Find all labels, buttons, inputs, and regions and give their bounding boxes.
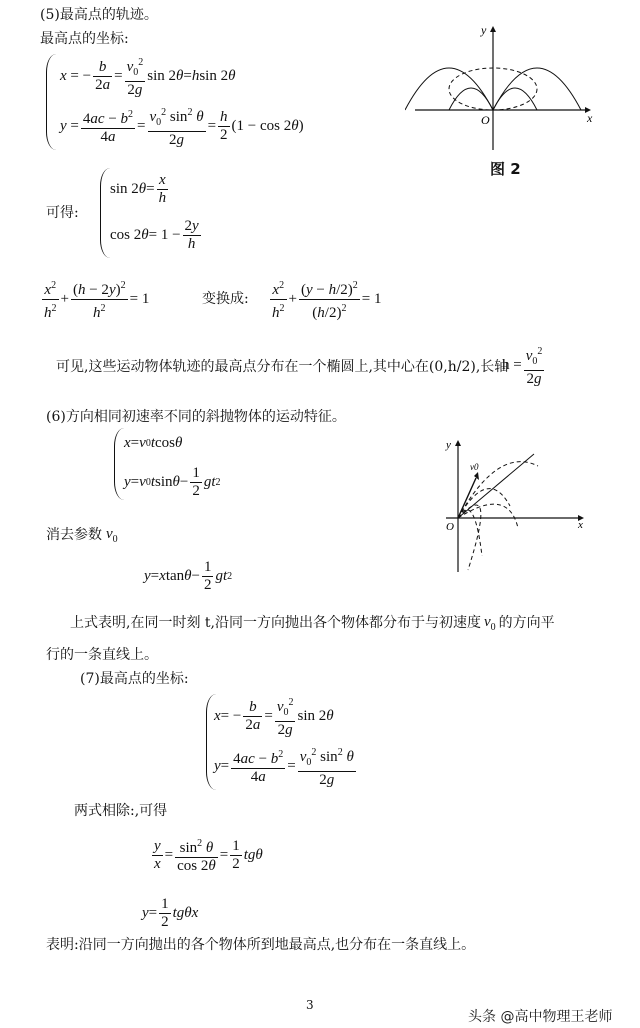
equation-x-time: x = v 0 t cos θ (124, 434, 183, 451)
fig3-x-label: x (578, 519, 583, 531)
divide-label: 两式相除:,可得 (74, 803, 168, 819)
equation-sin2theta: sin 2 θ = $\frac{x}{h}$ (110, 171, 167, 206)
h-def-lhs: h = (502, 356, 522, 373)
equation-y-peak: y = $\frac{4ac - b^2}{4a}$ = $\frac{v_0^2 \sin^2 \theta}{2g}$ = $\frac{h}{2}$ (1 − cos 2 θ ) (60, 104, 304, 148)
fig2-x-label: x (587, 111, 593, 125)
para-line1-end: 的方向平 (498, 615, 555, 631)
eliminate-v0: $v_0$ (106, 525, 118, 545)
equation-ellipse-1: $\frac{x^2}{h^2}$ + $\frac{(h - 2y)^2}{h^2}$ = 1 (40, 278, 149, 320)
figure-2-trajectories (405, 22, 595, 162)
section-7-heading: (7)最高点的坐标: (80, 671, 189, 687)
fig3-y-arrow-icon (455, 440, 461, 446)
section-6-paragraph-line1 (70, 612, 555, 634)
section-7-conclusion: 表明:沿同一方向抛出的各个物体所到地最高点,也分布在一条直线上。 (46, 937, 476, 953)
fig2-origin-label: O (481, 113, 490, 127)
fig2-curve-left-small (449, 88, 493, 110)
fig3-v0-label: v0 (470, 462, 479, 472)
section-5-conclusion: 可见,这些运动物体轨迹的最高点分布在一个椭圆上,其中心在(0,h/2),长轴 (56, 359, 509, 375)
fig3-origin-label: O (446, 521, 454, 533)
equation-ratio: $\frac{y}{x}$ = $\frac{\sin^2 \theta}{\cos 2\theta}$ = $\frac{1}{2}$ tgθ (150, 832, 263, 878)
fig2-y-label: y (481, 23, 487, 37)
equation-cos2theta: cos 2 θ = 1 − $\frac{2y}{h}$ (110, 217, 199, 252)
watermark: 头条 @高中物理王老师 (468, 1009, 613, 1025)
fig3-y-label: y (446, 439, 451, 451)
equation-x-peak-7: x = − $\frac{b}{2a}$ = $\frac{v_0^2}{2g}$ sin 2 θ (214, 694, 334, 738)
figure-2-caption: 图 2 (490, 160, 521, 178)
eliminate-parameter (46, 524, 118, 546)
equation-h-def: h = $\frac{v_0^2}{2g}$ (502, 342, 546, 388)
equation-y-tan: y = x tan θ − $\frac{1}{2}$ gt 2 (144, 558, 233, 593)
equation-y-peak-7: y = $\frac{4ac - b^2}{4a}$ = $\frac{v_0^2 \sin^2 \theta}{2g}$ (214, 744, 358, 788)
para-v0: $v_0$ (483, 613, 496, 633)
kede-label: 可得: (46, 205, 79, 221)
equation-y-time: y = v 0 t sin θ − $\frac{1}{2}$ gt 2 (124, 464, 221, 499)
fig2-y-arrow-icon (490, 26, 496, 32)
equation-y-line: y = $\frac{1}{2}$ tgθx (142, 895, 199, 930)
fig3-curve-5 (458, 504, 518, 528)
page-number: 3 (306, 998, 314, 1012)
fig3-velocity-arrow-icon (474, 472, 479, 480)
para-line1-text: 上式表明,在同一时刻 t,沿同一方向抛出各个物体都分布于与初速度 (70, 615, 481, 631)
bianhuan-label: 变换成: (202, 291, 249, 307)
equation-ellipse-2: $\frac{x^2}{h^2}$ + $\frac{(y - h/2)^2}{(h/2)^2}$ = 1 (268, 272, 382, 326)
eliminate-label: 消去参数 (46, 527, 102, 543)
equation-x-peak: x = − $\frac{b}{2a}$ = $\frac{v_0^2}{2g}$ sin 2 θ = h sin 2 θ (60, 54, 235, 98)
equation-brace (46, 54, 57, 150)
fig3-velocity-vector (458, 478, 476, 518)
section-5-heading: (5)最高点的轨迹。 (40, 7, 158, 23)
section-5-coord-label: 最高点的坐标: (40, 31, 129, 47)
figure-3-same-direction (438, 436, 588, 576)
section-6-paragraph-line2: 行的一条直线上。 (46, 647, 158, 663)
section-6-heading: (6)方向相同初速率不同的斜抛物体的运动特征。 (46, 409, 346, 425)
